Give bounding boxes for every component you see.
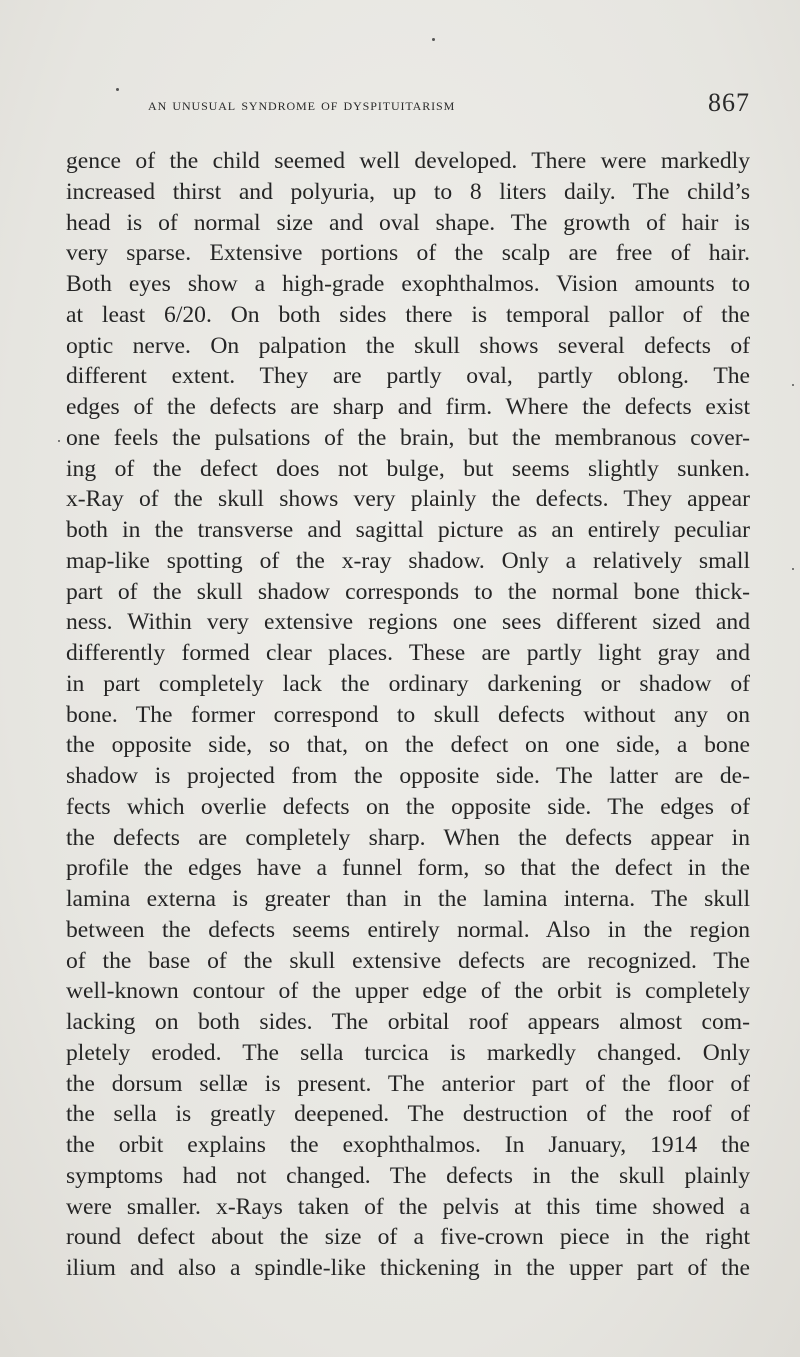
text-line: gence of the child seemed well developed. There were markedly — [66, 148, 750, 174]
text-line: ness. Within very extensive regions one sees different sized and — [66, 609, 750, 636]
paper-speck — [58, 440, 60, 442]
text-line: round defect about the size of a five-crown piece in the right — [66, 1224, 750, 1251]
body-text — [66, 146, 750, 1284]
text-line: fects which overlie defects on the opposite side. The edges of — [66, 793, 750, 820]
text-line: Both eyes show a high-grade exophthalmos. Vision amounts to — [66, 271, 750, 297]
text-line: optic nerve. On palpation the skull shows several defects of — [66, 332, 750, 359]
text-line: the sella is greatly deepened. The destruction of the roof of — [66, 1101, 750, 1128]
text-line: map-like spotting of the x-ray shadow. Only a relatively small — [66, 547, 750, 574]
text-line: bone. The former correspond to skull defects without any on — [66, 701, 750, 728]
text-line: increased thirst and polyuria, up to 8 liters daily. The child’s — [66, 178, 750, 205]
text-line: very sparse. Extensive portions of the scalp are free of hair. — [66, 240, 750, 267]
text-line: head is of normal size and oval shape. The growth of hair is — [66, 209, 750, 236]
text-line: x-Ray of the skull shows very plainly the defects. They appear — [66, 486, 750, 513]
text-line: symptoms had not changed. The defects in the skull plainly — [66, 1162, 750, 1189]
paper-speck — [792, 568, 794, 570]
text-line: in part completely lack the ordinary darkening or shadow of — [66, 670, 750, 697]
text-line: the dorsum sellæ is present. The anterior part of the floor of — [66, 1070, 750, 1097]
text-line: different extent. They are partly oval, partly oblong. The — [66, 363, 750, 390]
text-line: the defects are completely sharp. When the defects appear in — [66, 824, 750, 851]
page-number: 867 — [708, 88, 750, 117]
text-line: well-known contour of the upper edge of the orbit is completely — [66, 978, 750, 1005]
running-title-text: an unusual syndrome of dyspituitarism — [148, 94, 456, 114]
page-header — [130, 88, 750, 122]
paper-speck — [432, 38, 435, 41]
text-line: edges of the defects are sharp and firm. Where the defects exist — [66, 394, 750, 420]
text-line: lacking on both sides. The orbital roof appears almost com- — [66, 1009, 750, 1035]
paper-speck — [792, 384, 794, 386]
text-line: differently formed clear places. These are partly light gray and — [66, 640, 750, 666]
text-line: part of the skull shadow corresponds to the normal bone thick- — [66, 578, 750, 605]
text-line: one feels the pulsations of the brain, but the membranous cover- — [66, 424, 750, 451]
text-line: of the base of the skull extensive defects are recognized. The — [66, 947, 750, 974]
text-line: were smaller. x-Rays taken of the pelvis at this time showed a — [66, 1193, 750, 1220]
paper-speck — [116, 88, 119, 91]
text-line: the opposite side, so that, on the defect on one side, a bone — [66, 732, 750, 759]
text-line: profile the edges have a funnel form, so that the defect in the — [66, 855, 750, 882]
text-line: both in the transverse and sagittal picture as an entirely peculiar — [66, 517, 750, 543]
text-line: lamina externa is greater than in the lamina interna. The skull — [66, 886, 750, 912]
text-line: pletely eroded. The sella turcica is markedly changed. Only — [66, 1039, 750, 1066]
running-title — [148, 94, 455, 115]
text-line: the orbit explains the exophthalmos. In January, 1914 the — [66, 1132, 750, 1158]
text-line: between the defects seems entirely normal. Also in the region — [66, 916, 750, 943]
text-line: at least 6/20. On both sides there is temporal pallor of the — [66, 301, 750, 328]
text-line: shadow is projected from the opposite side. The latter are de- — [66, 763, 750, 789]
text-line: ing of the defect does not bulge, but seems slightly sunken. — [66, 455, 750, 482]
text-line: ilium and also a spindle-like thickening in the upper part of the — [66, 1255, 750, 1281]
